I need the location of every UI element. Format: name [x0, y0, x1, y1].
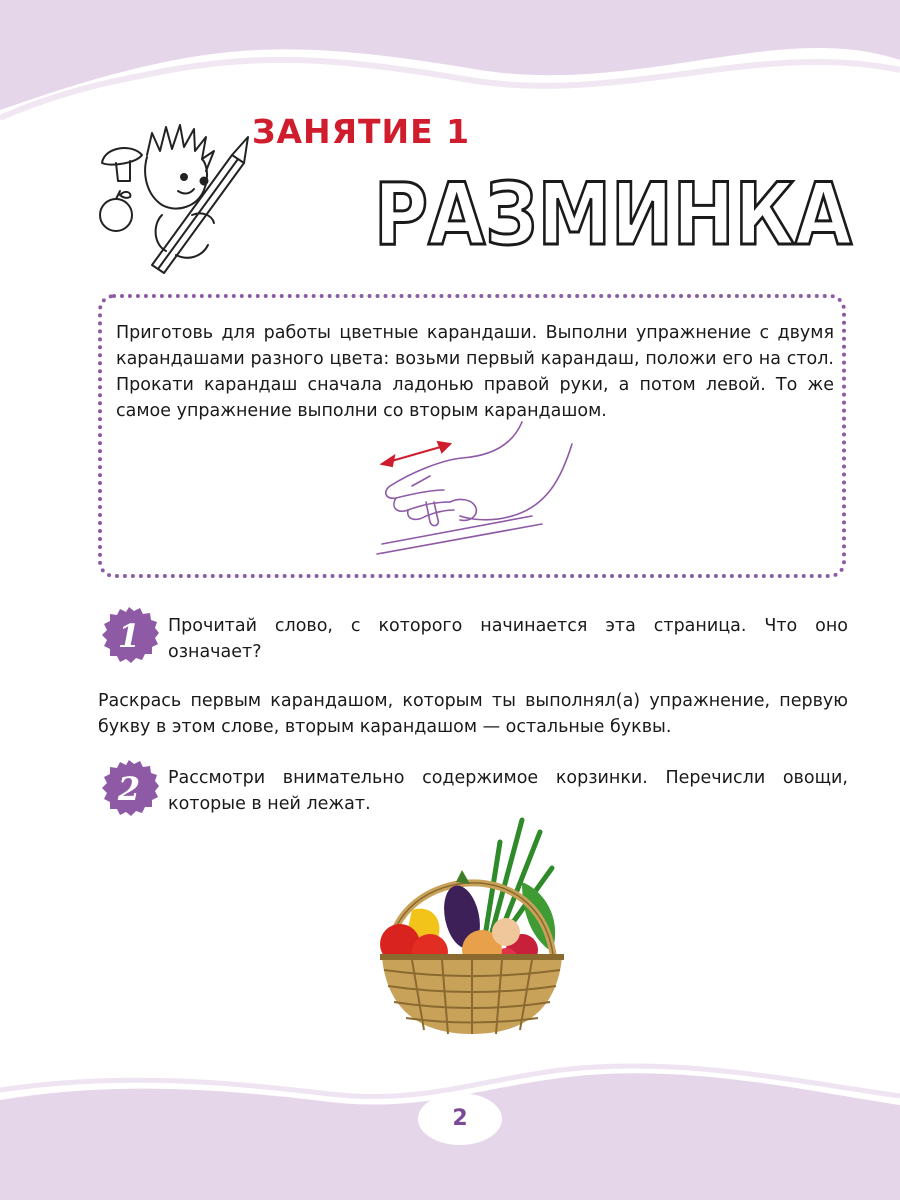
- lesson-label: ЗАНЯТИЕ 1: [252, 112, 471, 151]
- task-1-text: Прочитай слово, с которого начинается эта страница. Что оно означает?: [168, 616, 848, 662]
- hedgehog-pencil-illustration: [92, 115, 262, 280]
- task-number-badge-1: [98, 605, 160, 667]
- page-title-outline: [370, 160, 860, 270]
- coloring-instruction: Раскрась первым карандашом, которым ты выполнял(а) упражнение, первую букву в этом слове, вторым карандашом — остальные буквы.: [98, 691, 848, 737]
- task-number-2: 2: [117, 770, 141, 808]
- task-number-1: 1: [117, 617, 141, 655]
- task-2-text: Рассмотри внимательно содержимое корзинки. Перечисли овощи, которые в ней лежат.: [168, 768, 848, 814]
- vegetable-basket-illustration: [372, 812, 572, 1042]
- page-number: 2: [452, 1106, 468, 1131]
- warmup-exercise-box: [98, 294, 846, 578]
- exercise-instruction: Приготовь для работы цветные карандаши. Выполни упражнение с двумя карандашами разного цвета: возьми первый карандаш, положи его на стол. Прокати карандаш сначала ладонью правой руки, а потом левой. То же самое упражнение выполни со вторым карандашом.: [116, 323, 834, 421]
- hand-rolling-pencil-illustration: [372, 416, 582, 556]
- task-number-badge-2: [98, 758, 160, 820]
- page-title: РАЗМИНКА: [374, 165, 853, 265]
